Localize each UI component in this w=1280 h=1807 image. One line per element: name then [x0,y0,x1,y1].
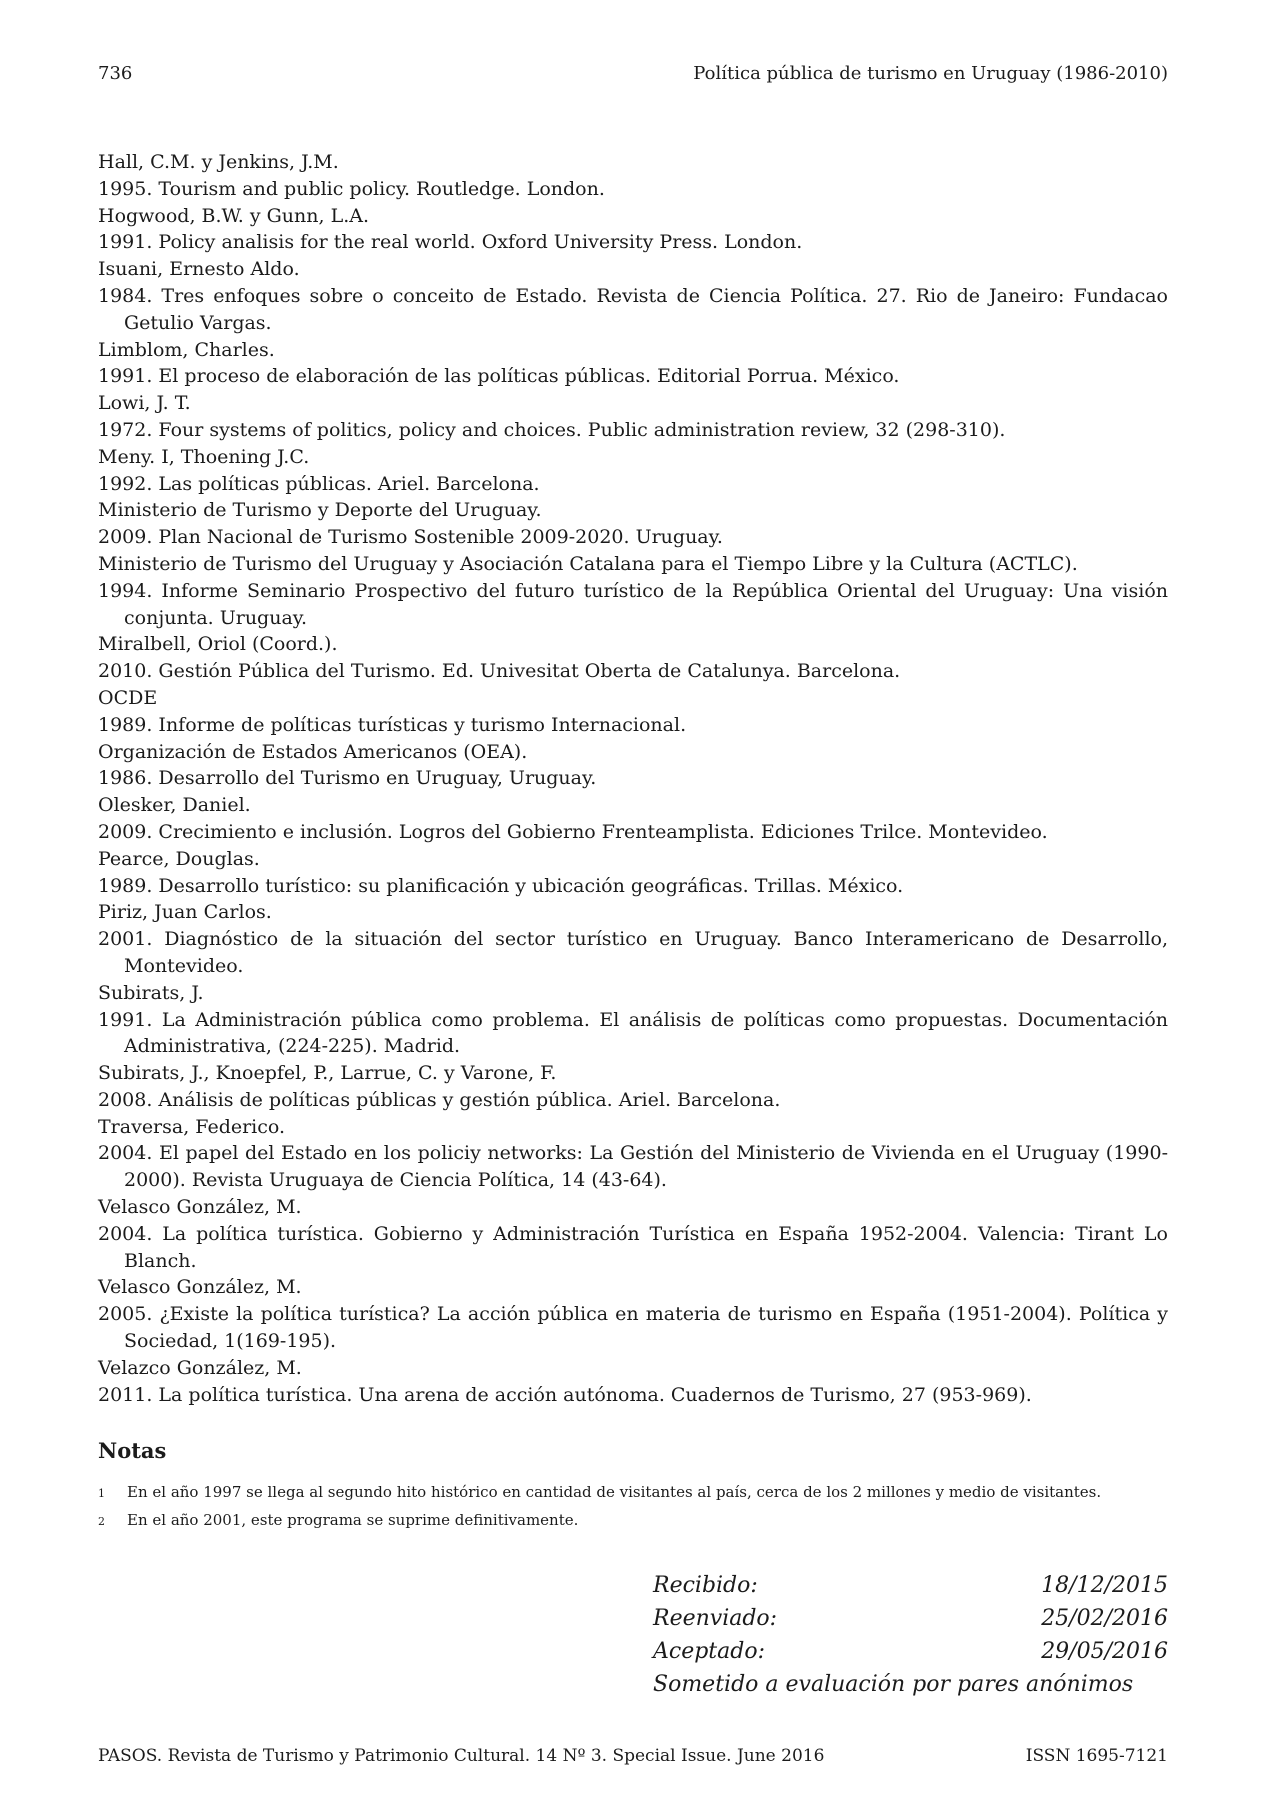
reference-line: 2009. Plan Nacional de Turismo Sostenible 2009-2020. Uruguay. [98,526,723,549]
submission-rows [653,1569,1168,1668]
reference-line: 2011. La política turística. Una arena de acción autónoma. Cuadernos de Turismo, 27 (953-969). [98,1383,1032,1406]
submission-note: Sometido a evaluación por pares anónimos [653,1672,1134,1698]
references-list [98,149,1168,1408]
reference-line: Organización de Estados Americanos (OEA). [98,740,528,763]
page-number: 736 [98,63,133,84]
submission-row [653,1635,1168,1668]
footnotes-list [98,1479,1168,1535]
footnote-number: 1 [98,1487,105,1501]
submission-label: Aceptado: [653,1639,766,1665]
footer-issn: ISSN 1695-7121 [1025,1746,1168,1767]
footnote-text: En el año 2001, este programa se suprime definitivamente. [127,1511,579,1530]
footnote-number: 2 [98,1515,105,1529]
reference-line: Velazco González, M. [98,1356,302,1379]
reference-line: 1991. La Administración pública como problema. El análisis de políticas como propuestas. Documentación Administrativa, (224-225). Madrid. [98,1008,1168,1058]
reference-line: 2004. El papel del Estado en los policiy networks: La Gestión del Ministerio de Vivienda en el Uruguay (1990-2000). Revista Uruguaya de Ciencia Política, 14 (43-64). [98,1142,1168,1192]
reference-line: Subirats, J., Knoepfel, P., Larrue, C. y Varone, F. [98,1062,557,1085]
reference-line: Velasco González, M. [98,1276,302,1299]
reference-line: 2005. ¿Existe la política turística? La acción pública en materia de turismo en España (1951-2004). Política y Sociedad, 1(169-195). [98,1303,1168,1353]
reference-line: 1991. Policy analisis for the real world. Oxford University Press. London. [98,231,803,254]
reference-line: 1986. Desarrollo del Turismo en Uruguay, Uruguay. [98,767,597,790]
reference-line: Lowi, J. T. [98,392,191,415]
reference-line: Pearce, Douglas. [98,847,260,870]
submission-date: 18/12/2015 [1041,1573,1168,1599]
page-footer [98,1745,1168,1767]
footer-journal-line: PASOS. Revista de Turismo y Patrimonio Cultural. 14 Nº 3. Special Issue. June 2016 [98,1746,825,1767]
footnote [98,1479,1168,1507]
reference-line: 2008. Análisis de políticas públicas y gestión pública. Ariel. Barcelona. [98,1088,781,1111]
reference-line: Limblom, Charles. [98,338,275,361]
reference-line: 2010. Gestión Pública del Turismo. Ed. Univesitat Oberta de Catalunya. Barcelona. [98,660,901,683]
reference-line: Miralbell, Oriol (Coord.). [98,633,338,656]
reference-line: 1989. Informe de políticas turísticas y turismo Internacional. [98,713,687,736]
reference-line: 1994. Informe Seminario Prospectivo del futuro turístico de la República Oriental del Uruguay: Una visión conjunta. Uruguay. [98,579,1168,629]
submission-label: Reenviado: [653,1606,778,1632]
footnote-text: En el año 1997 se llega al segundo hito histórico en cantidad de visitantes al país, cerca de los 2 millones y medio de visitantes. [127,1483,1102,1502]
reference-line: Velasco González, M. [98,1196,302,1219]
reference-line: 1984. Tres enfoques sobre o conceito de Estado. Revista de Ciencia Política. 27. Rio de Janeiro: Fundacao Getulio Vargas. [98,284,1168,334]
reference-line: Ministerio de Turismo del Uruguay y Asociación Catalana para el Tiempo Libre y la Cultura (ACTLC). [98,552,1078,575]
reference-line: 2001. Diagnóstico de la situación del sector turístico en Uruguay. Banco Interamericano de Desarrollo, Montevideo. [98,928,1168,977]
reference-line: 1989. Desarrollo turístico: su planificación y ubicación geográficas. Trillas. México. [98,874,904,897]
reference-line: 1995. Tourism and public policy. Routledge. London. [98,177,605,200]
submission-dates-block [653,1569,1168,1701]
reference-line: Piriz, Juan Carlos. [98,901,272,924]
submission-row [653,1569,1168,1602]
reference-line: Hall, C.M. y Jenkins, J.M. [98,151,339,173]
reference-line: Subirats, J. [98,981,204,1004]
reference-line: Hogwood, B.W. y Gunn, L.A. [98,204,370,227]
submission-date: 25/02/2016 [1041,1606,1168,1632]
reference-line: Ministerio de Turismo y Deporte del Uruguay. [98,499,542,522]
running-title: Política pública de turismo en Uruguay (1986-2010) [693,63,1168,84]
submission-label: Recibido: [653,1573,758,1599]
reference-line: Isuani, Ernesto Aldo. [98,258,300,281]
reference-line: 2009. Crecimiento e inclusión. Logros del Gobierno Frenteamplista. Ediciones Trilce. Montevideo. [98,820,1048,843]
reference-line: Meny. I, Thoening J.C. [98,445,310,468]
reference-line: 1992. Las políticas públicas. Ariel. Barcelona. [98,472,540,495]
footnote [98,1507,1168,1535]
reference-line: 1972. Four systems of politics, policy and choices. Public administration review, 32 (298-310). [98,418,1006,441]
reference-line: OCDE [98,686,158,709]
reference-line: Traversa, Federico. [98,1115,286,1138]
notes-heading: Notas [98,1438,167,1464]
reference-line: 1991. El proceso de elaboración de las políticas públicas. Editorial Porrua. México. [98,365,900,388]
submission-date: 29/05/2016 [1041,1639,1168,1665]
reference-line: Olesker, Daniel. [98,794,251,817]
reference-line: 2004. La política turística. Gobierno y Administración Turística en España 1952-2004. Valencia: Tirant Lo Blanch. [98,1222,1168,1272]
page-header [98,63,1168,85]
submission-row [653,1602,1168,1635]
